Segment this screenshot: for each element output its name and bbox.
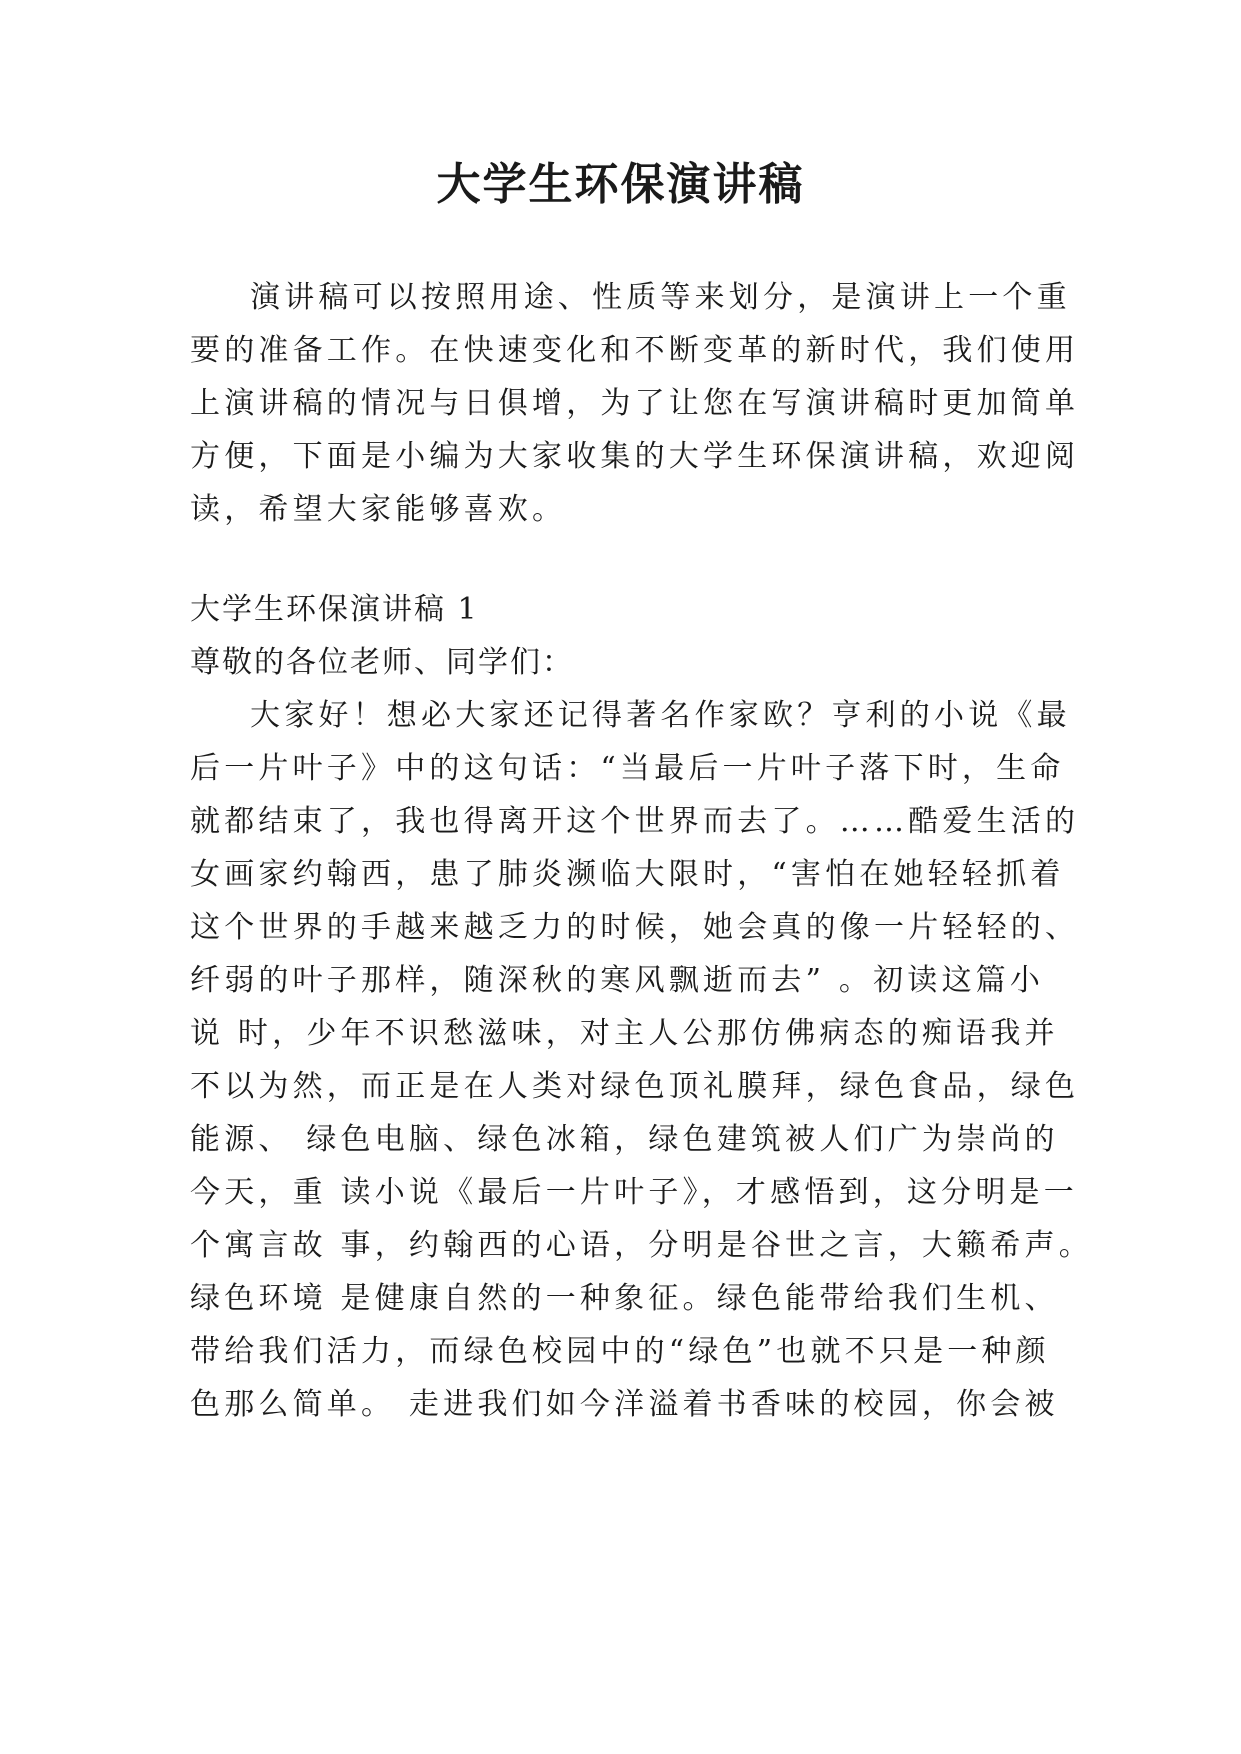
body-line-8: 不以为然，而正是在人类对绿色顶礼膜拜，绿色食品，绿色 xyxy=(190,1069,1080,1104)
body-line-11: 个寓言故 事，约翰西的心语，分明是谷世之言，大籁希声。 xyxy=(190,1228,1093,1263)
intro-line-3: 上演讲稿的情况与日俱增，为了让您在写演讲稿时更加简单 xyxy=(190,386,1080,421)
section-heading: 大学生环保演讲稿 1 xyxy=(190,592,479,627)
salutation: 尊敬的各位老师、同学们： xyxy=(190,645,574,680)
body-line-14: 色那么简单。 走进我们如今洋溢着书香味的校园，你会被 xyxy=(190,1387,1059,1422)
body-line-4: 女画家约翰西，患了肺炎濒临大限时，“害怕在她轻轻抓着 xyxy=(190,857,1065,892)
body-line-7: 说 时，少年不识愁滋味，对主人公那仿佛病态的痴语我并 xyxy=(190,1016,1059,1051)
body-line-5: 这个世界的手越来越乏力的时候，她会真的像一片轻轻的、 xyxy=(190,910,1080,945)
intro-line-4: 方便，下面是小编为大家收集的大学生环保演讲稿，欢迎阅 xyxy=(190,439,1080,474)
body-line-12: 绿色环境 是健康自然的一种象征。绿色能带给我们生机、 xyxy=(190,1281,1059,1316)
body-line-9: 能源、 绿色电脑、绿色冰箱，绿色建筑被人们广为崇尚的 xyxy=(190,1122,1059,1157)
body-line-6: 纤弱的叶子那样，随深秋的寒风飘逝而去” 。初读这篇小 xyxy=(190,963,1045,998)
document-title: 大学生环保演讲稿 xyxy=(436,159,805,210)
intro-line-5: 读，希望大家能够喜欢。 xyxy=(190,492,567,527)
intro-line-2: 要的准备工作。在快速变化和不断变革的新时代，我们使用 xyxy=(190,333,1080,368)
body-line-10: 今天，重 读小说《最后一片叶子》，才感悟到，这分明是一 xyxy=(190,1175,1078,1210)
body-line-1: 大家好！想必大家还记得著名作家欧？亨利的小说《最 xyxy=(250,698,1071,733)
body-line-2: 后一片叶子》中的这句话：“当最后一片叶子落下时，生命 xyxy=(190,751,1065,786)
body-line-13: 带给我们活力，而绿色校园中的“绿色”也就不只是一种颜 xyxy=(190,1334,1050,1369)
body-line-3: 就都结束了，我也得离开这个世界而去了。……酷爱生活的 xyxy=(190,804,1080,839)
intro-line-1: 演讲稿可以按照用途、性质等来划分，是演讲上一个重 xyxy=(250,280,1071,315)
